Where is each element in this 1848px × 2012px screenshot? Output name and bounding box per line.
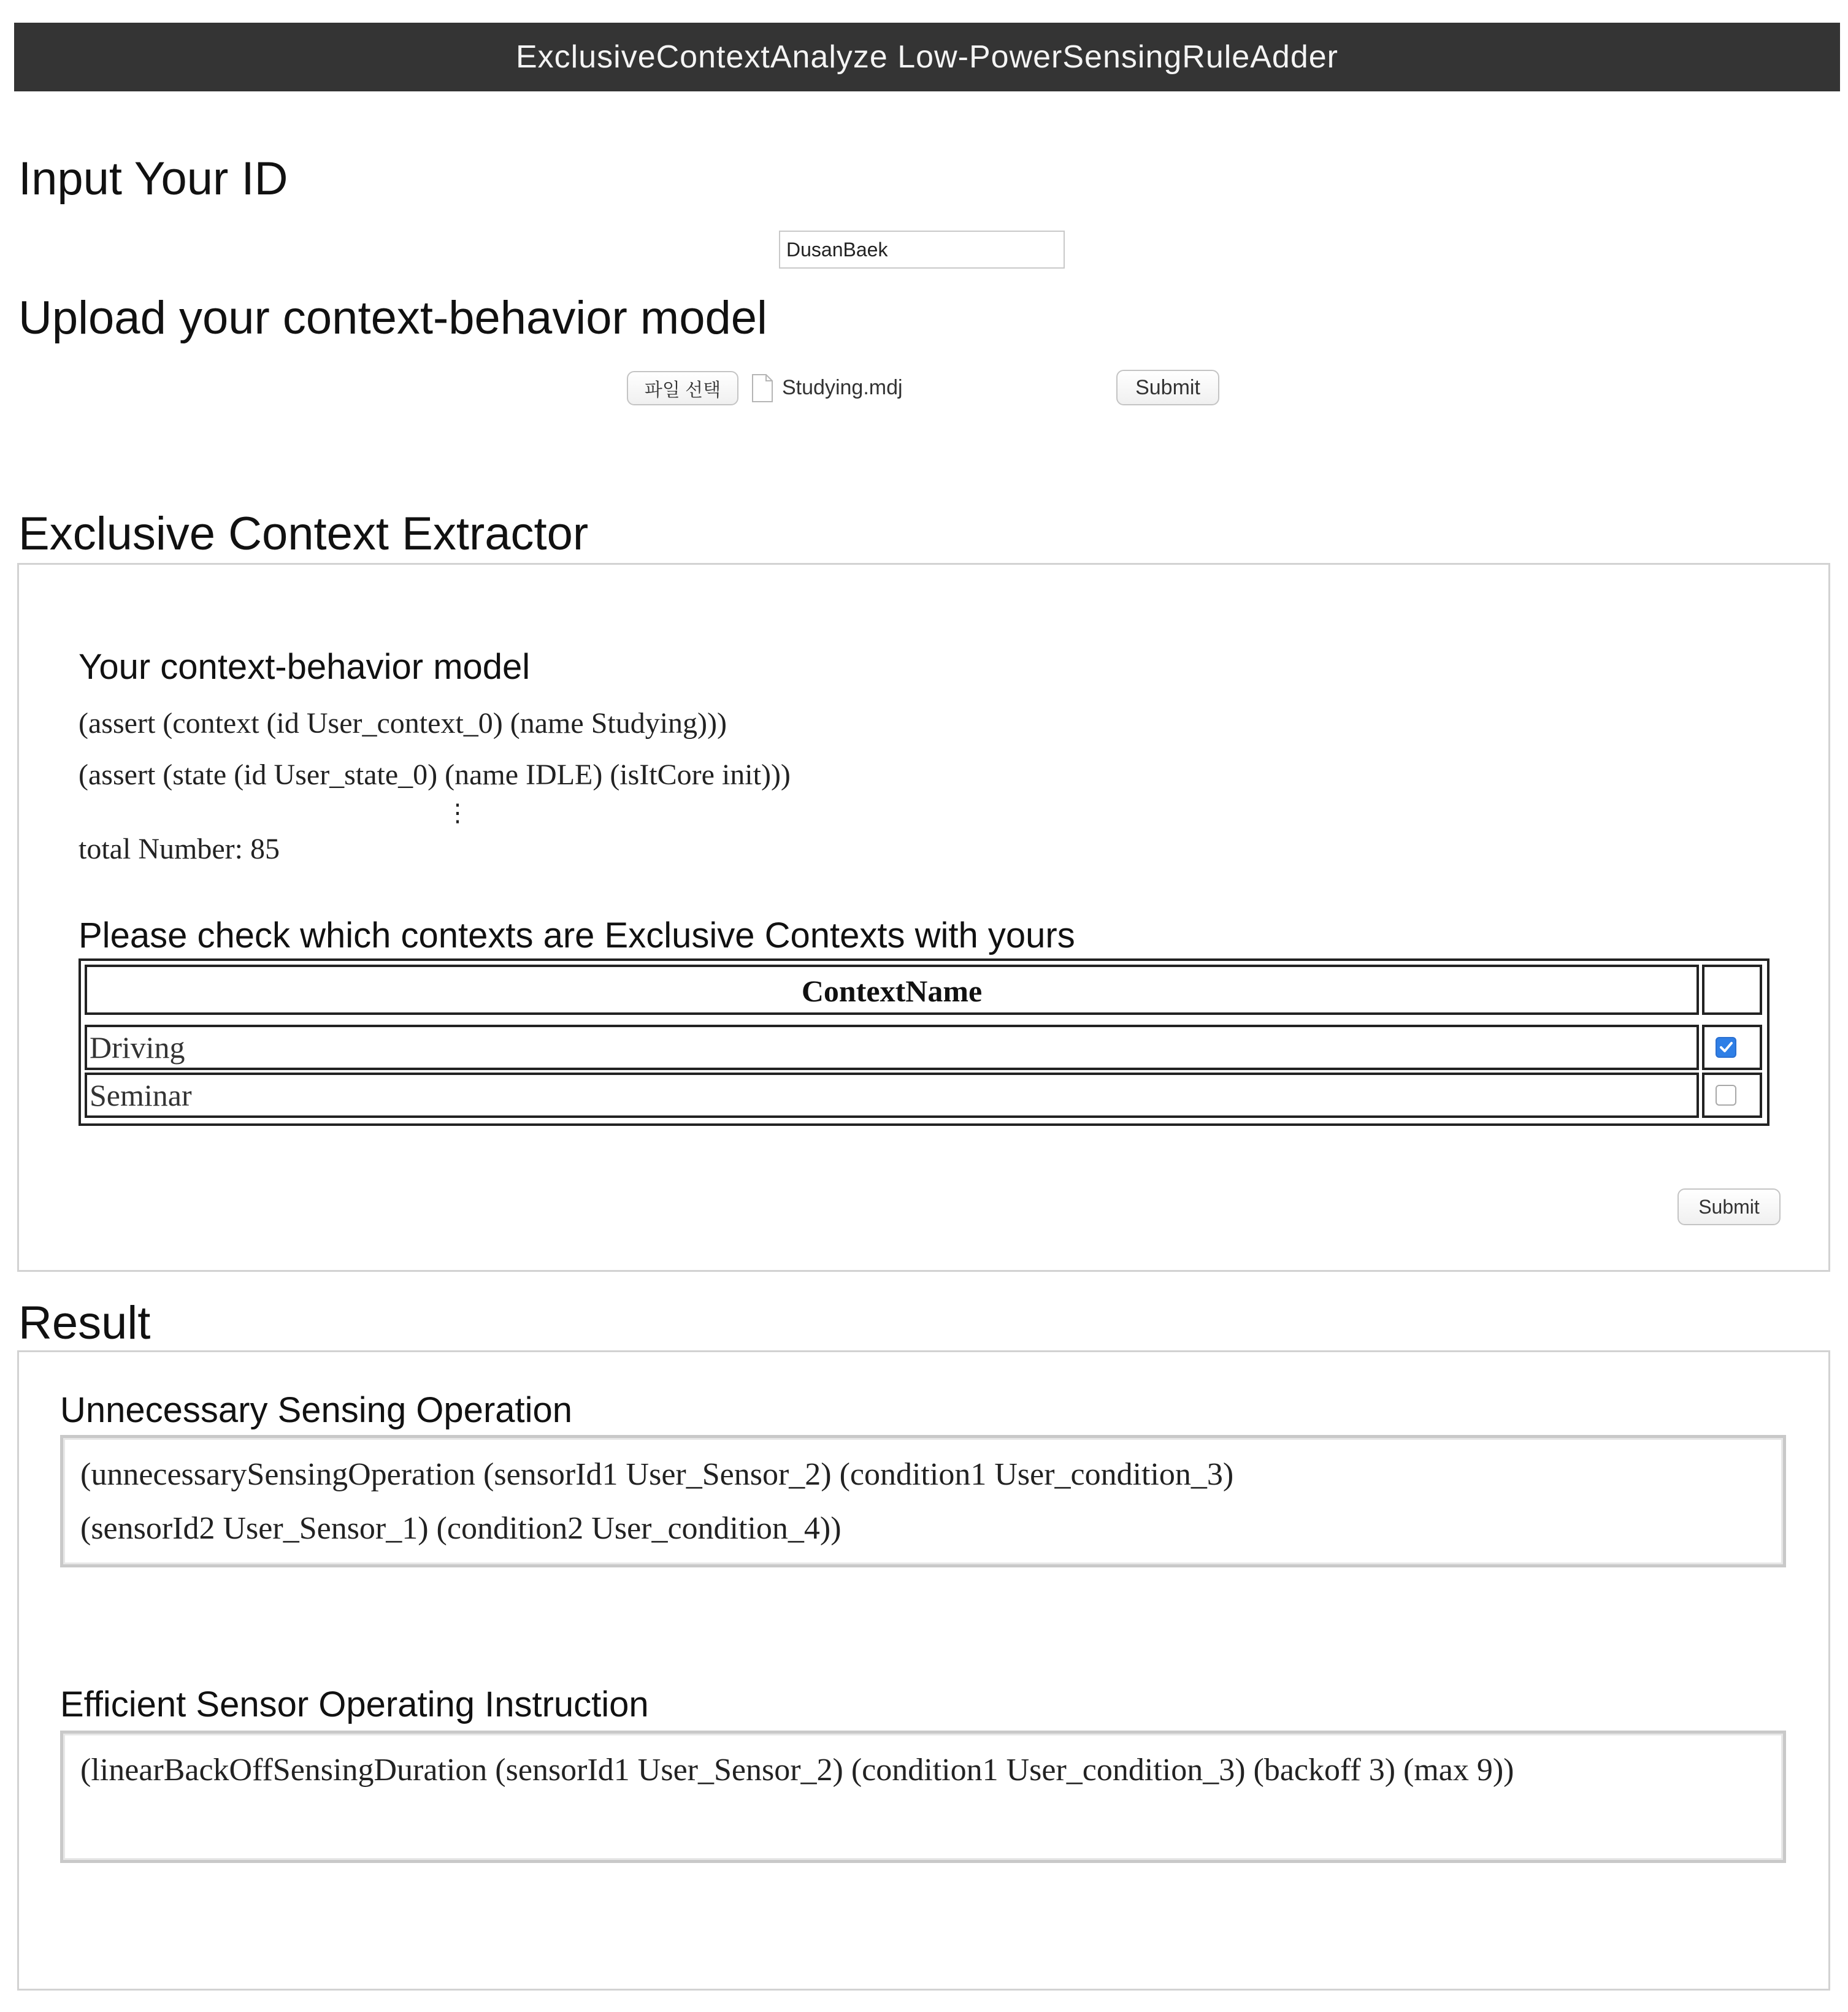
efficient-output-box [60,1731,1786,1863]
model-ellipsis: ⋮ [445,799,470,827]
model-heading: Your context-behavior model [79,647,531,687]
unnecessary-heading: Unnecessary Sensing Operation [60,1390,573,1430]
table-header-check [1702,965,1762,1015]
check-prompt: Please check which contexts are Exclusive Contexts with yours [79,916,1075,955]
upload-heading: Upload your context-behavior model [18,292,767,344]
table-row [85,1073,1699,1118]
file-icon [751,373,773,403]
id-input[interactable] [779,231,1065,269]
table-row-check-cell [1702,1073,1762,1118]
model-line: (assert (state (id User_state_0) (name IDLE) (isItCore init))) [79,759,791,791]
efficient-line: (linearBackOffSensingDuration (sensorId1 User_Sensor_2) (condition1 User_condition_3) (backoff 3) (max 9)) [80,1753,1514,1788]
table-row [85,1025,1699,1070]
unnecessary-output-box [60,1435,1786,1567]
table-row-check-cell [1702,1025,1762,1070]
efficient-heading: Efficient Sensor Operating Instruction [60,1685,649,1724]
model-line: (assert (context (id User_context_0) (name Studying))) [79,707,727,740]
selected-file-name: Studying.mdj [782,376,903,399]
unnecessary-line: (sensorId2 User_Sensor_1) (condition2 User_condition_4)) [80,1511,842,1546]
table-header-label: ContextName [801,974,983,1008]
total-number: total Number: 85 [79,833,280,865]
context-name-cell: Driving [90,1030,185,1065]
result-heading: Result [18,1297,151,1349]
table-header-context-name [85,965,1699,1015]
id-heading: Input Your ID [18,153,288,205]
unnecessary-line: (unnecessarySensingOperation (sensorId1 User_Sensor_2) (condition1 User_condition_3) [80,1457,1234,1492]
exclusive-checkbox-driving[interactable] [1716,1037,1736,1058]
app-title: ExclusiveContextAnalyze Low-PowerSensingRuleAdder [515,39,1338,75]
app-title-bar [14,23,1840,91]
context-table [79,958,1769,1126]
extractor-heading: Exclusive Context Extractor [18,508,589,560]
extractor-submit-button[interactable]: Submit [1677,1188,1781,1225]
context-name-cell: Seminar [90,1078,192,1112]
upload-submit-button[interactable]: Submit [1116,370,1219,405]
choose-file-button[interactable]: 파일 선택 [627,371,738,405]
exclusive-checkbox-seminar[interactable] [1716,1085,1736,1106]
